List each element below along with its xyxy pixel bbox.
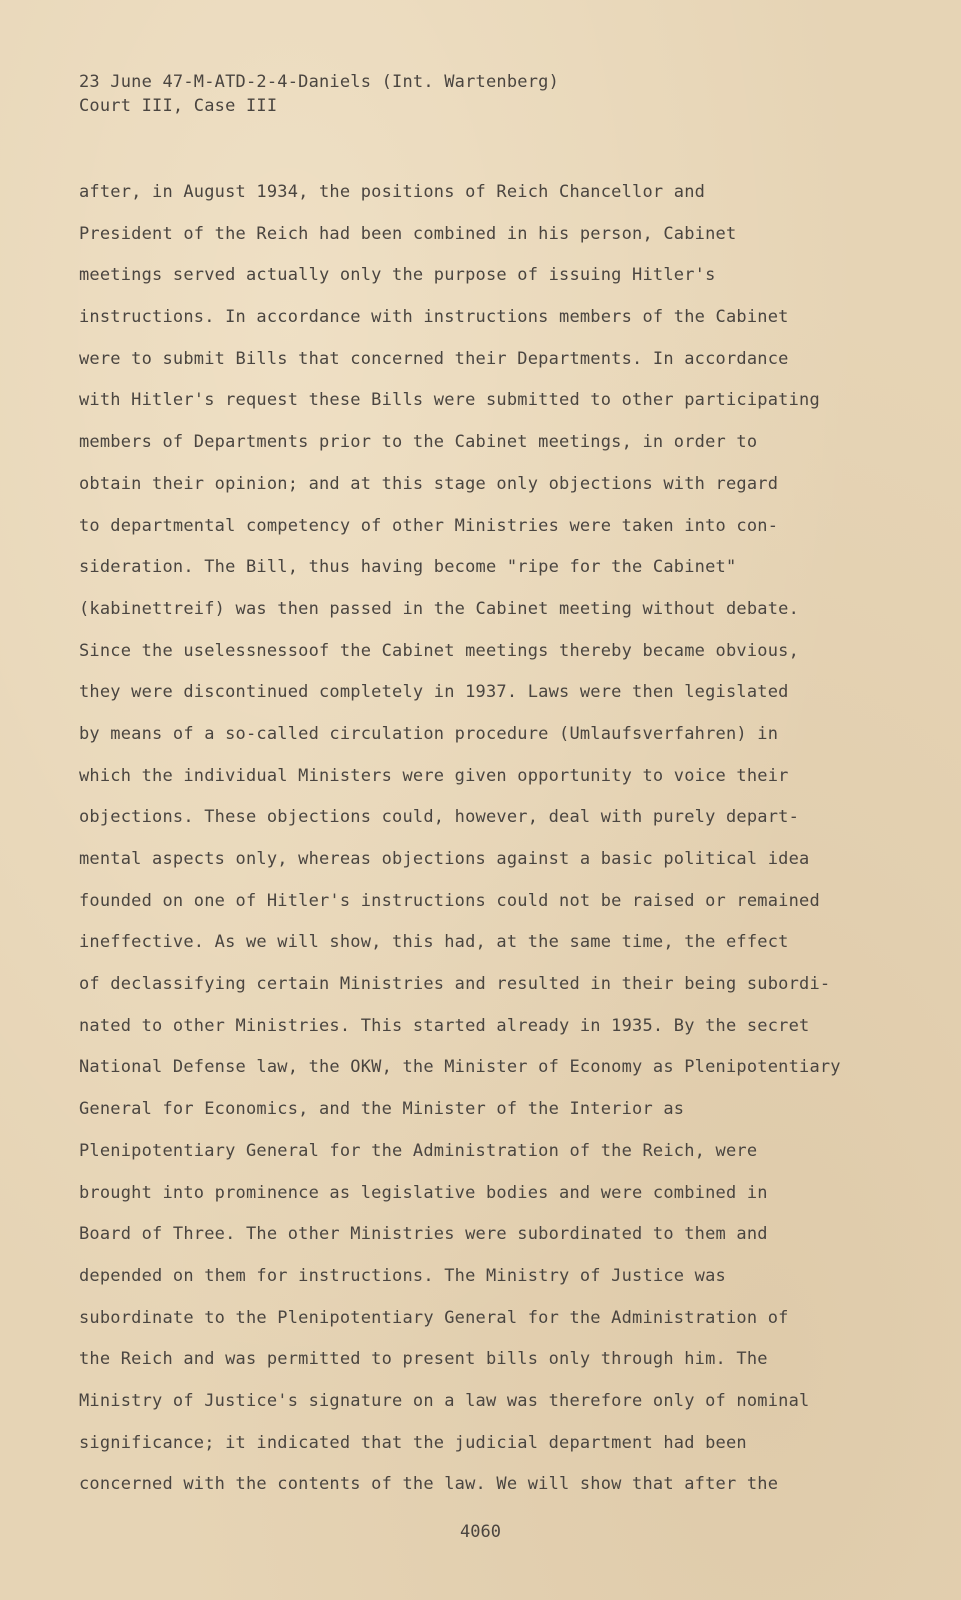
text-line: objections. These objections could, however, deal with purely depart- [79,807,800,828]
text-line: obtain their opinion; and at this stage only objections with regard [79,473,779,494]
text-line: they were discontinued completely in 1937. Laws were then legislated [79,682,789,703]
text-line: sideration. The Bill, thus having become "ripe for the Cabinet" [79,557,737,578]
text-line: depended on them for instructions. The Ministry of Justice was [79,1265,726,1286]
page-number: 4060 [460,1522,501,1542]
body-text [79,172,839,1506]
header-line-1: 23 June 47-M-ATD-2-4-Daniels (Int. Wartenberg) [79,72,560,92]
text-line: instructions. In accordance with instructions members of the Cabinet [79,307,789,328]
text-line: subordinate to the Plenipotentiary General for the Administration of [79,1307,789,1328]
text-line: National Defense law, the OKW, the Minister of Economy as Plenipotentiary [79,1057,841,1078]
text-line: to departmental competency of other Ministries were taken into con- [79,515,779,536]
text-line: were to submit Bills that concerned their Departments. In accordance [79,348,789,369]
text-line: concerned with the contents of the law. We will show that after the [79,1474,779,1495]
text-line: General for Economics, and the Minister of the Interior as [79,1099,685,1120]
text-line: members of Departments prior to the Cabinet meetings, in order to [79,432,758,453]
document-header [79,70,559,118]
text-line: with Hitler's request these Bills were submitted to other participating [79,390,820,411]
header-line-2: Court III, Case III [79,96,278,116]
text-line: nated to other Ministries. This started already in 1935. By the secret [79,1015,810,1036]
text-line: by means of a so-called circulation procedure (Umlaufsverfahren) in [79,723,779,744]
text-line: which the individual Ministers were given opportunity to voice their [79,765,789,786]
text-line: President of the Reich had been combined in his person, Cabinet [79,223,737,244]
text-line: (kabinettreif) was then passed in the Cabinet meeting without debate. [79,598,800,619]
text-line: mental aspects only, whereas objections against a basic political idea [79,849,810,869]
text-line: after, in August 1934, the positions of Reich Chancellor and [79,182,706,202]
text-line: brought into prominence as legislative bodies and were combined in [79,1182,768,1203]
text-line: ineffective. As we will show, this had, at the same time, the effect [79,932,789,953]
text-line: significance; it indicated that the judicial department had been [79,1432,747,1453]
text-line: of declassifying certain Ministries and resulted in their being subordi- [79,974,831,995]
text-line: founded on one of Hitler's instructions could not be raised or remained [79,890,820,911]
text-line: Board of Three. The other Ministries were subordinated to them and [79,1224,768,1245]
text-line: the Reich and was permitted to present bills only through him. The [79,1349,768,1370]
text-line: Since the uselessnessoof the Cabinet meetings thereby became obvious, [79,640,800,661]
text-line: Plenipotentiary General for the Administration of the Reich, were [79,1140,758,1161]
text-line: Ministry of Justice's signature on a law was therefore only of nominal [79,1390,810,1411]
text-line: meetings served actually only the purpose of issuing Hitler's [79,265,716,286]
